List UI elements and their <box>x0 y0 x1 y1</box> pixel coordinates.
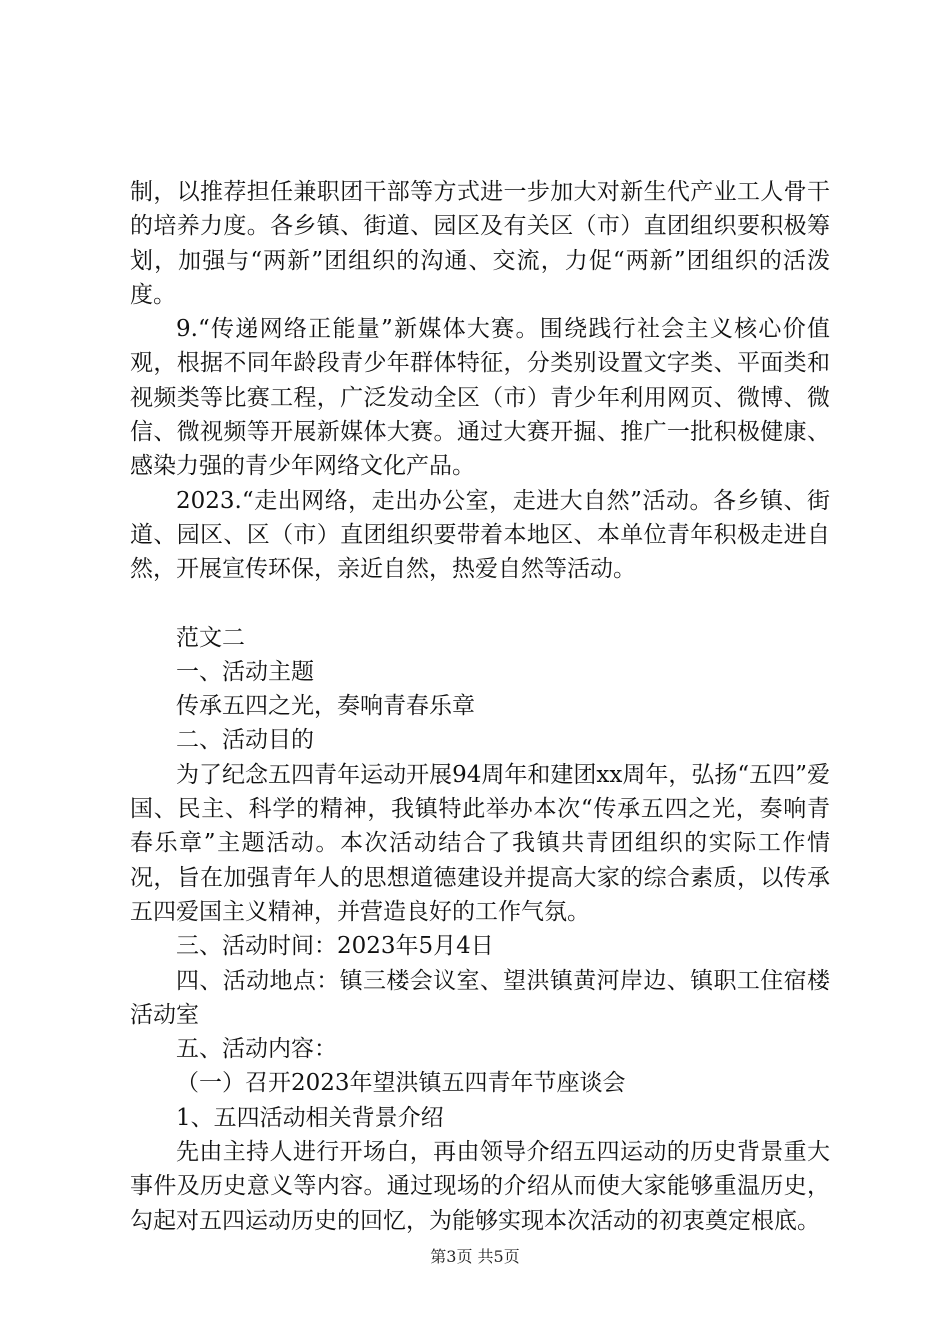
section-heading: （一）召开2023年望洪镇五四青年节座谈会 <box>176 1070 626 1097</box>
paragraph: 四、活动地点：镇三楼会议室、望洪镇黄河岸边、镇职工住宿楼活动室 <box>130 967 830 1028</box>
paragraph: 为了纪念五四青年运动开展94周年和建团xx周年，弘扬“五四”爱国、民主、科学的精神，我镇特此举办本次“传承五四之光，奏响青春乐章”主题活动。本次活动结合了我镇共青团组织的实际工作情况，旨在加强青年人的思想道德建设并提高大家的综合素质，以传承五四爱国主义精神，并营造良好的工作气氛。 <box>130 761 830 925</box>
paragraph: 先由主持人进行开场白，再由领导介绍五四运动的历史背景重大事件及历史意义等内容。通过现场的介绍从而使大家能够重温历史，勾起对五四运动历史的回忆，为能够实现本次活动的初衷奠定根底。 <box>130 1139 830 1234</box>
section-heading: 五、活动内容： <box>176 1036 337 1063</box>
paragraph: 2023.“走出网络，走出办公室，走进大自然”活动。各乡镇、街道、园区、区（市）直团组织要带着本地区、本单位青年积极走进自然，开展宣传环保，亲近自然，热爱自然等活动。 <box>130 487 830 583</box>
page-number-footer: 第3页 共5页 <box>430 1247 520 1266</box>
section-heading: 二、活动目的 <box>176 727 314 754</box>
paragraph: 9.“传递网络正能量”新媒体大赛。围绕践行社会主义核心价值观，根据不同年龄段青少年群体特征，分类别设置文字类、平面类和视频类等比赛工程，广泛发动全区（市）青少年利用网页、微博、微信、微视频等开展新媒体大赛。通过大赛开掘、推广一批积极健康、感染力强的青少年网络文化产品。 <box>130 316 830 480</box>
section-heading: 一、活动主题 <box>176 658 314 685</box>
paragraph: 传承五四之光，奏响青春乐章 <box>176 693 475 720</box>
document-body <box>130 175 830 1238</box>
paragraph: 三、活动时间：2023年5月4日 <box>176 933 494 960</box>
paragraph: 制，以推荐担任兼职团干部等方式进一步加大对新生代产业工人骨干的培养力度。各乡镇、街道、园区及有关区（市）直团组织要积极筹划，加强与“两新”团组织的沟通、交流，力促“两新”团组织的活泼度。 <box>130 179 830 308</box>
section-heading: 范文二 <box>176 624 245 651</box>
section-heading: 1、五四活动相关背景介绍 <box>176 1104 444 1131</box>
paragraph-spacer <box>130 587 830 621</box>
